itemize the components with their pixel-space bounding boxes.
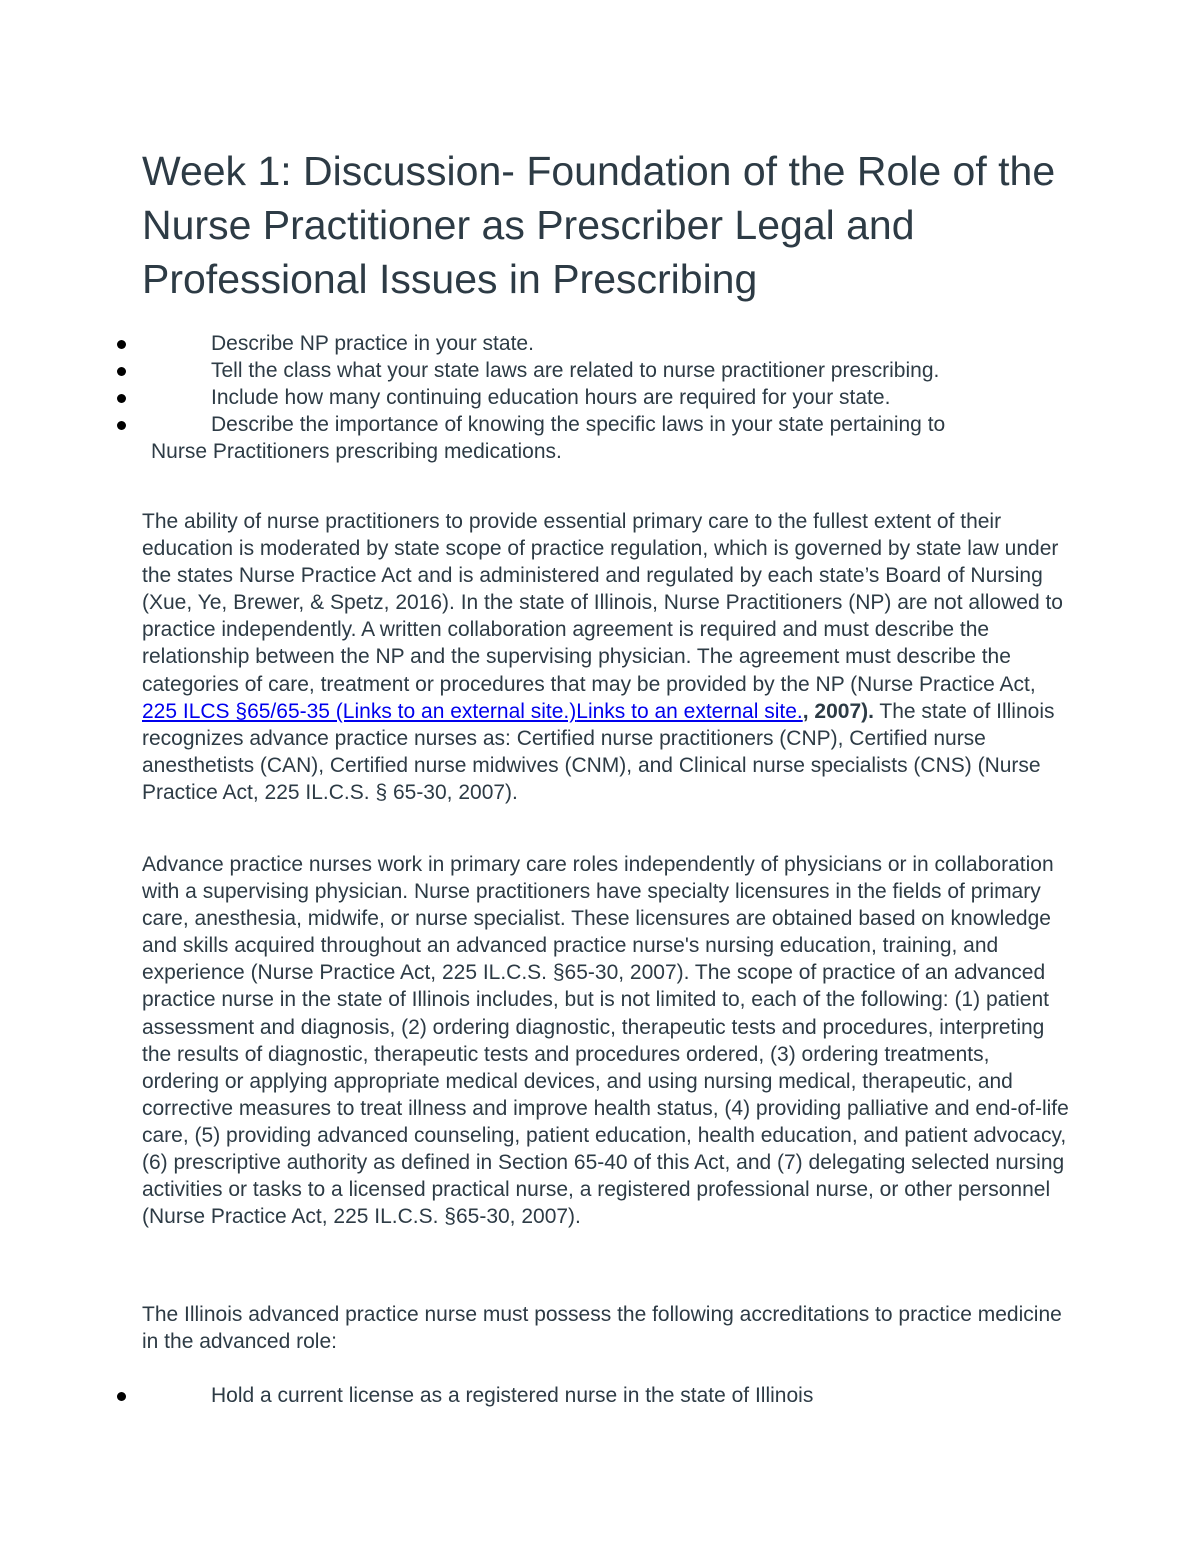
document-title: Week 1: Discussion- Foundation of the Role of the Nurse Practitioner as Prescriber Legal and Professional Issues in Prescribing — [142, 148, 1056, 302]
prompt-item — [0, 384, 1200, 411]
paragraph-advanced-practice: Advance practice nurses work in primary care roles independently of physicians or in collaboration with a supervising physician. Nurse practitioners have specialty licensures in the fields of primary care, anesthesia, midwife, or nurse specialist. These licensures are obtained based on knowledge and skills acquired throughout an advanced practice nurse's nursing education, training, and experience (Nurse Practice Act, 225 IL.C.S. §65-30, 2007). The scope of practice of an advanced practice nurse in the state of Illinois includes, but is not limited to, each of the following: (1) patient assessment and diagnosis, (2) ordering diagnostic, therapeutic tests and procedures, interpreting the results of diagnostic, therapeutic tests and procedures ordered, (3) ordering treatments, ordering or applying appropriate medical devices, and using nursing medical, therapeutic, and corrective measures to treat illness and improve health status, (4) providing palliative and end-of-life care, (5) providing advanced counseling, patient education, health education, and patient advocacy, (6) prescriptive authority as defined in Section 65-40 of this Act, and (7) delegating selected nursing activities or tasks to a licensed practical nurse, a registered professional nurse, or other personnel (Nurse Practice Act, 225 IL.C.S. §65-30, 2007). — [142, 853, 1069, 1229]
prompt-item — [0, 357, 1200, 384]
prompt-item — [0, 411, 1200, 465]
bullet-icon — [117, 340, 126, 349]
accreditation-list — [0, 1382, 1200, 1409]
prompt-list — [0, 330, 1200, 465]
prompt-continuation: Nurse Practitioners prescribing medications. — [151, 440, 562, 463]
citation-year: , 2007). — [802, 699, 874, 723]
prompt-item — [0, 330, 1200, 357]
statute-link[interactable]: 225 ILCS §65/65-35 (Links to an external site.) — [142, 699, 577, 723]
external-site-link[interactable]: Links to an external site. — [576, 699, 803, 723]
accreditation-text: Hold a current license as a registered nurse in the state of Illinois — [211, 1384, 814, 1407]
prompt-text: Include how many continuing education hours are required for your state. — [211, 386, 891, 409]
bullet-icon — [117, 421, 126, 430]
paragraph-text: The state of Illinois recognizes advance practice nurses as: Certified nurse practitioners (CNP), Certified nurse anesthetists (CAN), Certified nurse midwives (CNM), and Clinical nurse specialists (CNS) (Nurse Practice Act, 225 IL.C.S. § 65-30, 2007). — [142, 699, 1055, 804]
prompt-text: Describe the importance of knowing the specific laws in your state pertaining to — [211, 413, 946, 436]
prompt-text: Tell the class what your state laws are related to nurse practitioner prescribing. — [211, 359, 940, 382]
bullet-icon — [117, 367, 126, 376]
paragraph-text: The ability of nurse practitioners to provide essential primary care to the fullest extent of their education is moderated by state scope of practice regulation, which is governed by state law under the states Nurse Practice Act and is administered and regulated by each state’s Board of Nursing (Xue, Ye, Brewer, & Spetz, 2016). In the state of Illinois, Nurse Practitioners (NP) are not allowed to practice independently. A written collaboration agreement is required and must describe the relationship between the NP and the supervising physician. The agreement must describe the categories of care, treatment or procedures that may be provided by the NP (Nurse Practice Act, — [142, 510, 1063, 696]
paragraph-accreditations-intro: The Illinois advanced practice nurse must possess the following accreditations to practice medicine in the advanced role: — [142, 1303, 1062, 1354]
bullet-icon — [117, 1392, 126, 1401]
accreditation-item — [0, 1382, 1200, 1409]
paragraph-scope-of-practice — [142, 508, 1072, 806]
bullet-icon — [117, 394, 126, 403]
prompt-text: Describe NP practice in your state. — [211, 332, 534, 355]
